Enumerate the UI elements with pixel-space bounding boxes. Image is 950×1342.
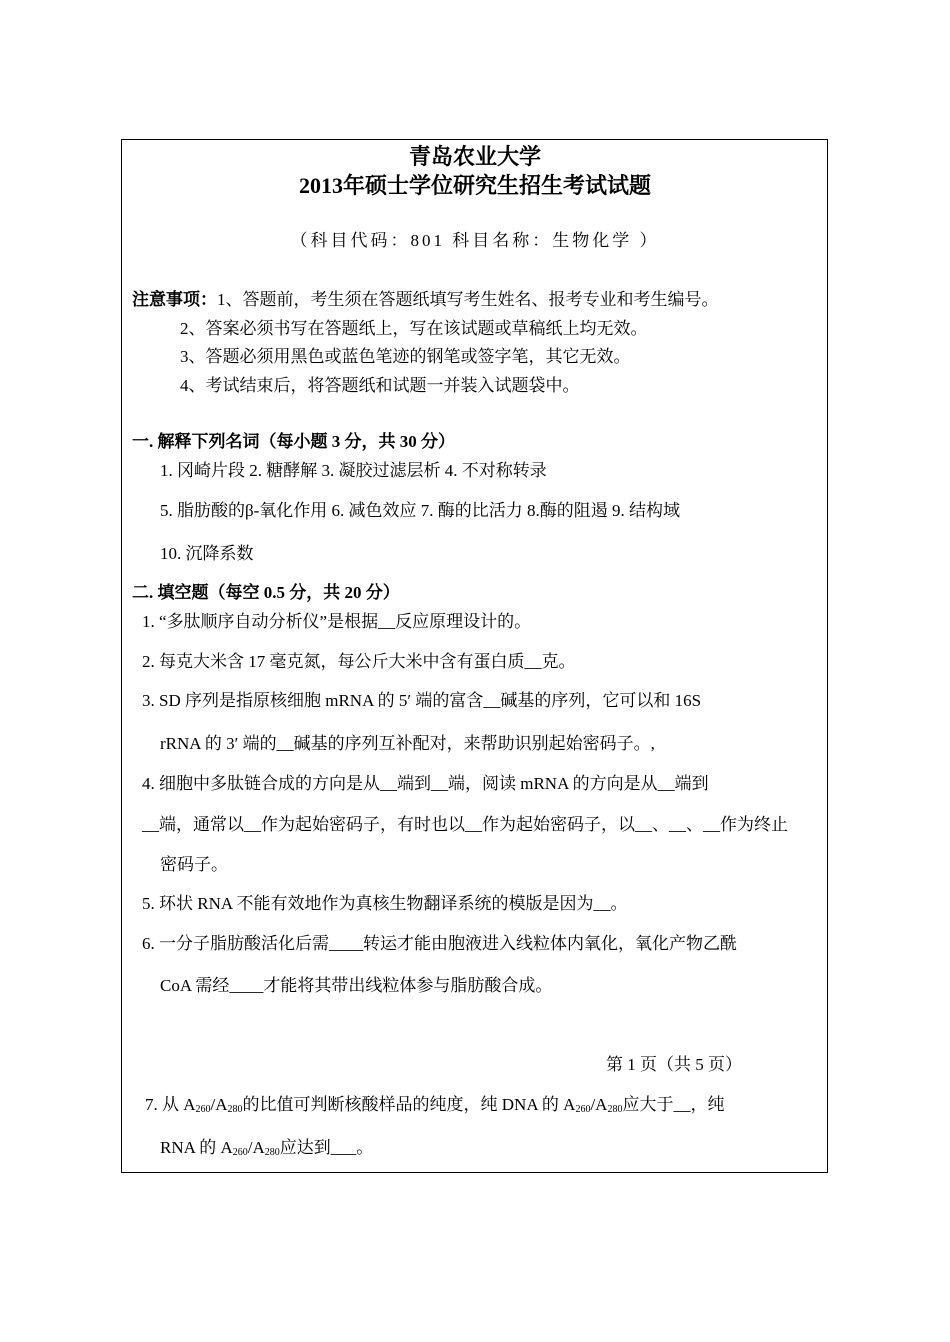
notice-item: 4、考试结束后，将答题纸和试题一并装入试题袋中。 <box>180 376 580 395</box>
subject-info: （科目代码：801 科目名称：生物化学 ） <box>290 231 660 250</box>
question-line: 4. 细胞中多肽链合成的方向是从__端到__端，阅读 mRNA 的方向是从__端到 <box>142 774 709 793</box>
notice-item: 2、答案必须书写在答题纸上，写在该试题或草稿纸上均无效。 <box>180 319 648 338</box>
question-line: 5. 环状 RNA 不能有效地作为真核生物翻译系统的模版是因为__。 <box>142 894 628 913</box>
page-number: 第 1 页（共 5 页） <box>606 1055 742 1074</box>
question-line: 6. 一分子脂肪酸活化后需____转运才能由胞液进入线粒体内氧化，氧化产物乙酰 <box>142 934 737 953</box>
section-1-terms-line: 5. 脂肪酸的β-氧化作用 6. 减色效应 7. 酶的比活力 8.酶的阻遏 9. 结构域 <box>160 501 681 520</box>
question-7-line-1: 7. 从 $A_{260}/A_{280}$的比值可判断核酸样品的纯度，纯 DNA 的 $A_{260}/A_{280}$应大于__，纯 <box>145 1095 725 1115</box>
question-line: 1. “多肽顺序自动分析仪”是根据__反应原理设计的。 <box>142 612 532 631</box>
section-1-heading: 一. 解释下列名词（每小题 3 分，共 30 分） <box>132 432 455 451</box>
question-line: 3. SD 序列是指原核细胞 mRNA 的 5′ 端的富含__碱基的序列，它可以和 16S <box>142 691 702 710</box>
university-title: 青岛农业大学 <box>408 144 541 169</box>
question-7-line-2: RNA 的 $A_{260}/A_{280}$应达到___。 <box>160 1138 374 1158</box>
question-line: __端，通常以__作为起始密码子，有时也以__作为起始密码子，以__、__、__作为终止 <box>142 815 788 834</box>
notice-line-1 <box>132 289 719 311</box>
notice-item: 3、答题必须用黑色或蓝色笔迹的钢笔或签字笔，其它无效。 <box>180 347 631 366</box>
question-line: CoA 需经____才能将其带出线粒体参与脂肪酸合成。 <box>160 976 553 995</box>
question-line: 2. 每克大米含 17 毫克氮，每公斤大米中含有蛋白质__克。 <box>142 652 576 671</box>
notice-label: 注意事项： <box>132 290 217 309</box>
section-1-terms-line: 1. 冈崎片段 2. 糖酵解 3. 凝胶过滤层析 4. 不对称转录 <box>160 461 547 480</box>
notice-item: 1、答题前，考生须在答题纸填写考生姓名、报考专业和考生编号。 <box>217 290 719 309</box>
section-1-terms-line: 10. 沉降系数 <box>160 544 254 563</box>
question-line: rRNA 的 3′ 端的__碱基的序列互补配对，来帮助识别起始密码子。, <box>160 734 655 753</box>
section-2-heading: 二. 填空题（每空 0.5 分，共 20 分） <box>132 583 400 602</box>
exam-title: 2013年硕士学位研究生招生考试试题 <box>298 173 651 198</box>
question-line: 密码子。 <box>160 855 228 874</box>
